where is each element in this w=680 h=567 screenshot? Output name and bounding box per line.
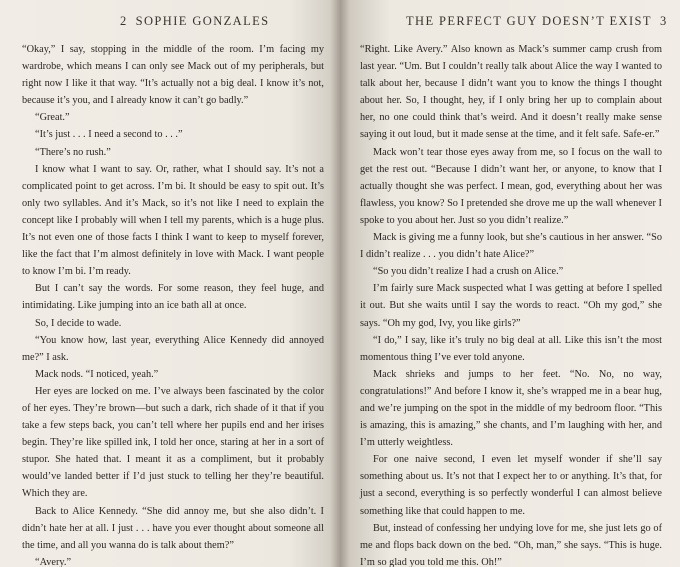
paragraph: But I can’t say the words. For some reason, they feel huge, and intimidating. Like jumping into an ice bath all at once.	[22, 283, 324, 312]
paragraph: For one naive second, I even let myself wonder if she’ll say something about us. It’s not that I expect her to or anything. It’s that, for just a second, everything is so perfectly wonderful I can almost believe something like that could happen to me.	[360, 454, 662, 517]
paragraph: Mack nods. “I noticed, yeah.”	[35, 368, 159, 380]
right-page-body	[360, 41, 662, 567]
paragraph: Mack won’t tear those eyes away from me, so I focus on the wall to get the rest out. “Because I didn’t want her, or anyone, to know that I actually thought she was perfect. I mean, god, everything about her was flawless, you know? So I pretended she drove me up the wall whenever I spoke to you about her. Just so you didn’t realize.”	[360, 146, 662, 226]
paragraph: “Great.”	[35, 112, 70, 124]
paragraph: “So you didn’t realize I had a crush on Alice.”	[373, 266, 564, 278]
left-page-number: 2	[120, 14, 128, 28]
right-running-head-text: THE PERFECT GUY DOESN’T EXIST	[406, 14, 652, 28]
paragraph: “Right. Like Avery.” Also known as Mack’s summer camp crush from last year. “Um. But I couldn’t really talk about Alice the way I wanted to talk about her, because I didn’t want you to know the things I thought about her. So, I thought, hey, if I only bring her up to complain about her, no one could think that’s weird. And it doesn’t really make sense saying it out loud, but it made sense at the time, and it felt safe. Safe-er.”	[360, 44, 662, 141]
paragraph: “Avery.”	[35, 556, 72, 567]
paragraph: I know what I want to say. Or, rather, what I should say. It’s not a complicated point to get across. I’m bi. It should be easy to spit out. It’s only two syllables. And it’s Mack, so it’s not like I need to explain the concept like I probably will when I tell my parents, which is a huge plus. It’s not even one of those facts I think I want to keep to myself forever, like the fact that I’m almost definitely in love with Mack. I want people to know I’m bi. I’m ready.	[22, 163, 324, 278]
paragraph: Mack is giving me a funny look, but she’s cautious in her answer. “So I didn’t realize . . . you didn’t hate Alice?”	[360, 232, 662, 261]
paragraph: I’m fairly sure Mack suspected what I was getting at before I spelled it out. But she waits until I say the words to react. “Oh my god,” she says. “Oh my god, Ivy, you like girls?”	[360, 283, 662, 329]
right-page	[340, 0, 680, 567]
right-page-number: 3	[659, 14, 668, 28]
paragraph: Back to Alice Kennedy. “She did annoy me, but she also didn’t. I didn’t hate her at all. I just . . . have you ever thought about someone all the time, and all you wanna do is talk about them?”	[22, 505, 324, 551]
left-running-head	[22, 14, 324, 29]
left-page-body	[22, 41, 324, 567]
paragraph: “It’s just . . . I need a second to . . .”	[35, 129, 183, 141]
paragraph: “I do,” I say, like it’s truly no big deal at all. Like this isn’t the most momentous thing I’ve ever told anyone.	[360, 334, 662, 363]
paragraph: So, I decide to wade.	[35, 317, 122, 329]
right-running-head	[360, 14, 668, 29]
paragraph: “You know how, last year, everything Alice Kennedy did annoyed me?” I ask.	[22, 334, 324, 363]
paragraph: “There’s no rush.”	[35, 146, 111, 158]
paragraph: “Okay,” I say, stopping in the middle of the room. I’m facing my wardrobe, which means I can only see Mack out of my peripherals, but right now I like it that way. “It’s actually not a big deal. I know it’s not, because it’s you, and I already know it can’t go badly.”	[22, 44, 324, 107]
paragraph: Her eyes are locked on me. I’ve always been fascinated by the color of her eyes. They’re brown—but such a dark, rich shade of it that if you take a few steps back, you can’t tell where her pupils end and her irises begin. They’re like spilled ink, I told her once, staring at her in a sort of stupor. She hated that. I meant it as a compliment, but it probably would’ve landed better if I’d just stuck to telling her they’re beautiful. Which they are.	[22, 385, 324, 500]
paragraph: Mack shrieks and jumps to her feet. “No. No, no way, congratulations!” And before I know it, she’s wrapped me in a bear hug, and we’re jumping on the spot in the middle of my bedroom floor. “This is amazing, this is amazing,” she chants, and I’m laughing with her, and I’m utterly weightless.	[360, 368, 662, 449]
left-running-head-text: SOPHIE GONZALES	[135, 14, 270, 28]
paragraph: But, instead of confessing her undying love for me, she just lets go of me and flops back down on the bed. “Oh, man,” she says. “This is huge. I’m so glad you told me this. Oh!”	[360, 522, 662, 567]
